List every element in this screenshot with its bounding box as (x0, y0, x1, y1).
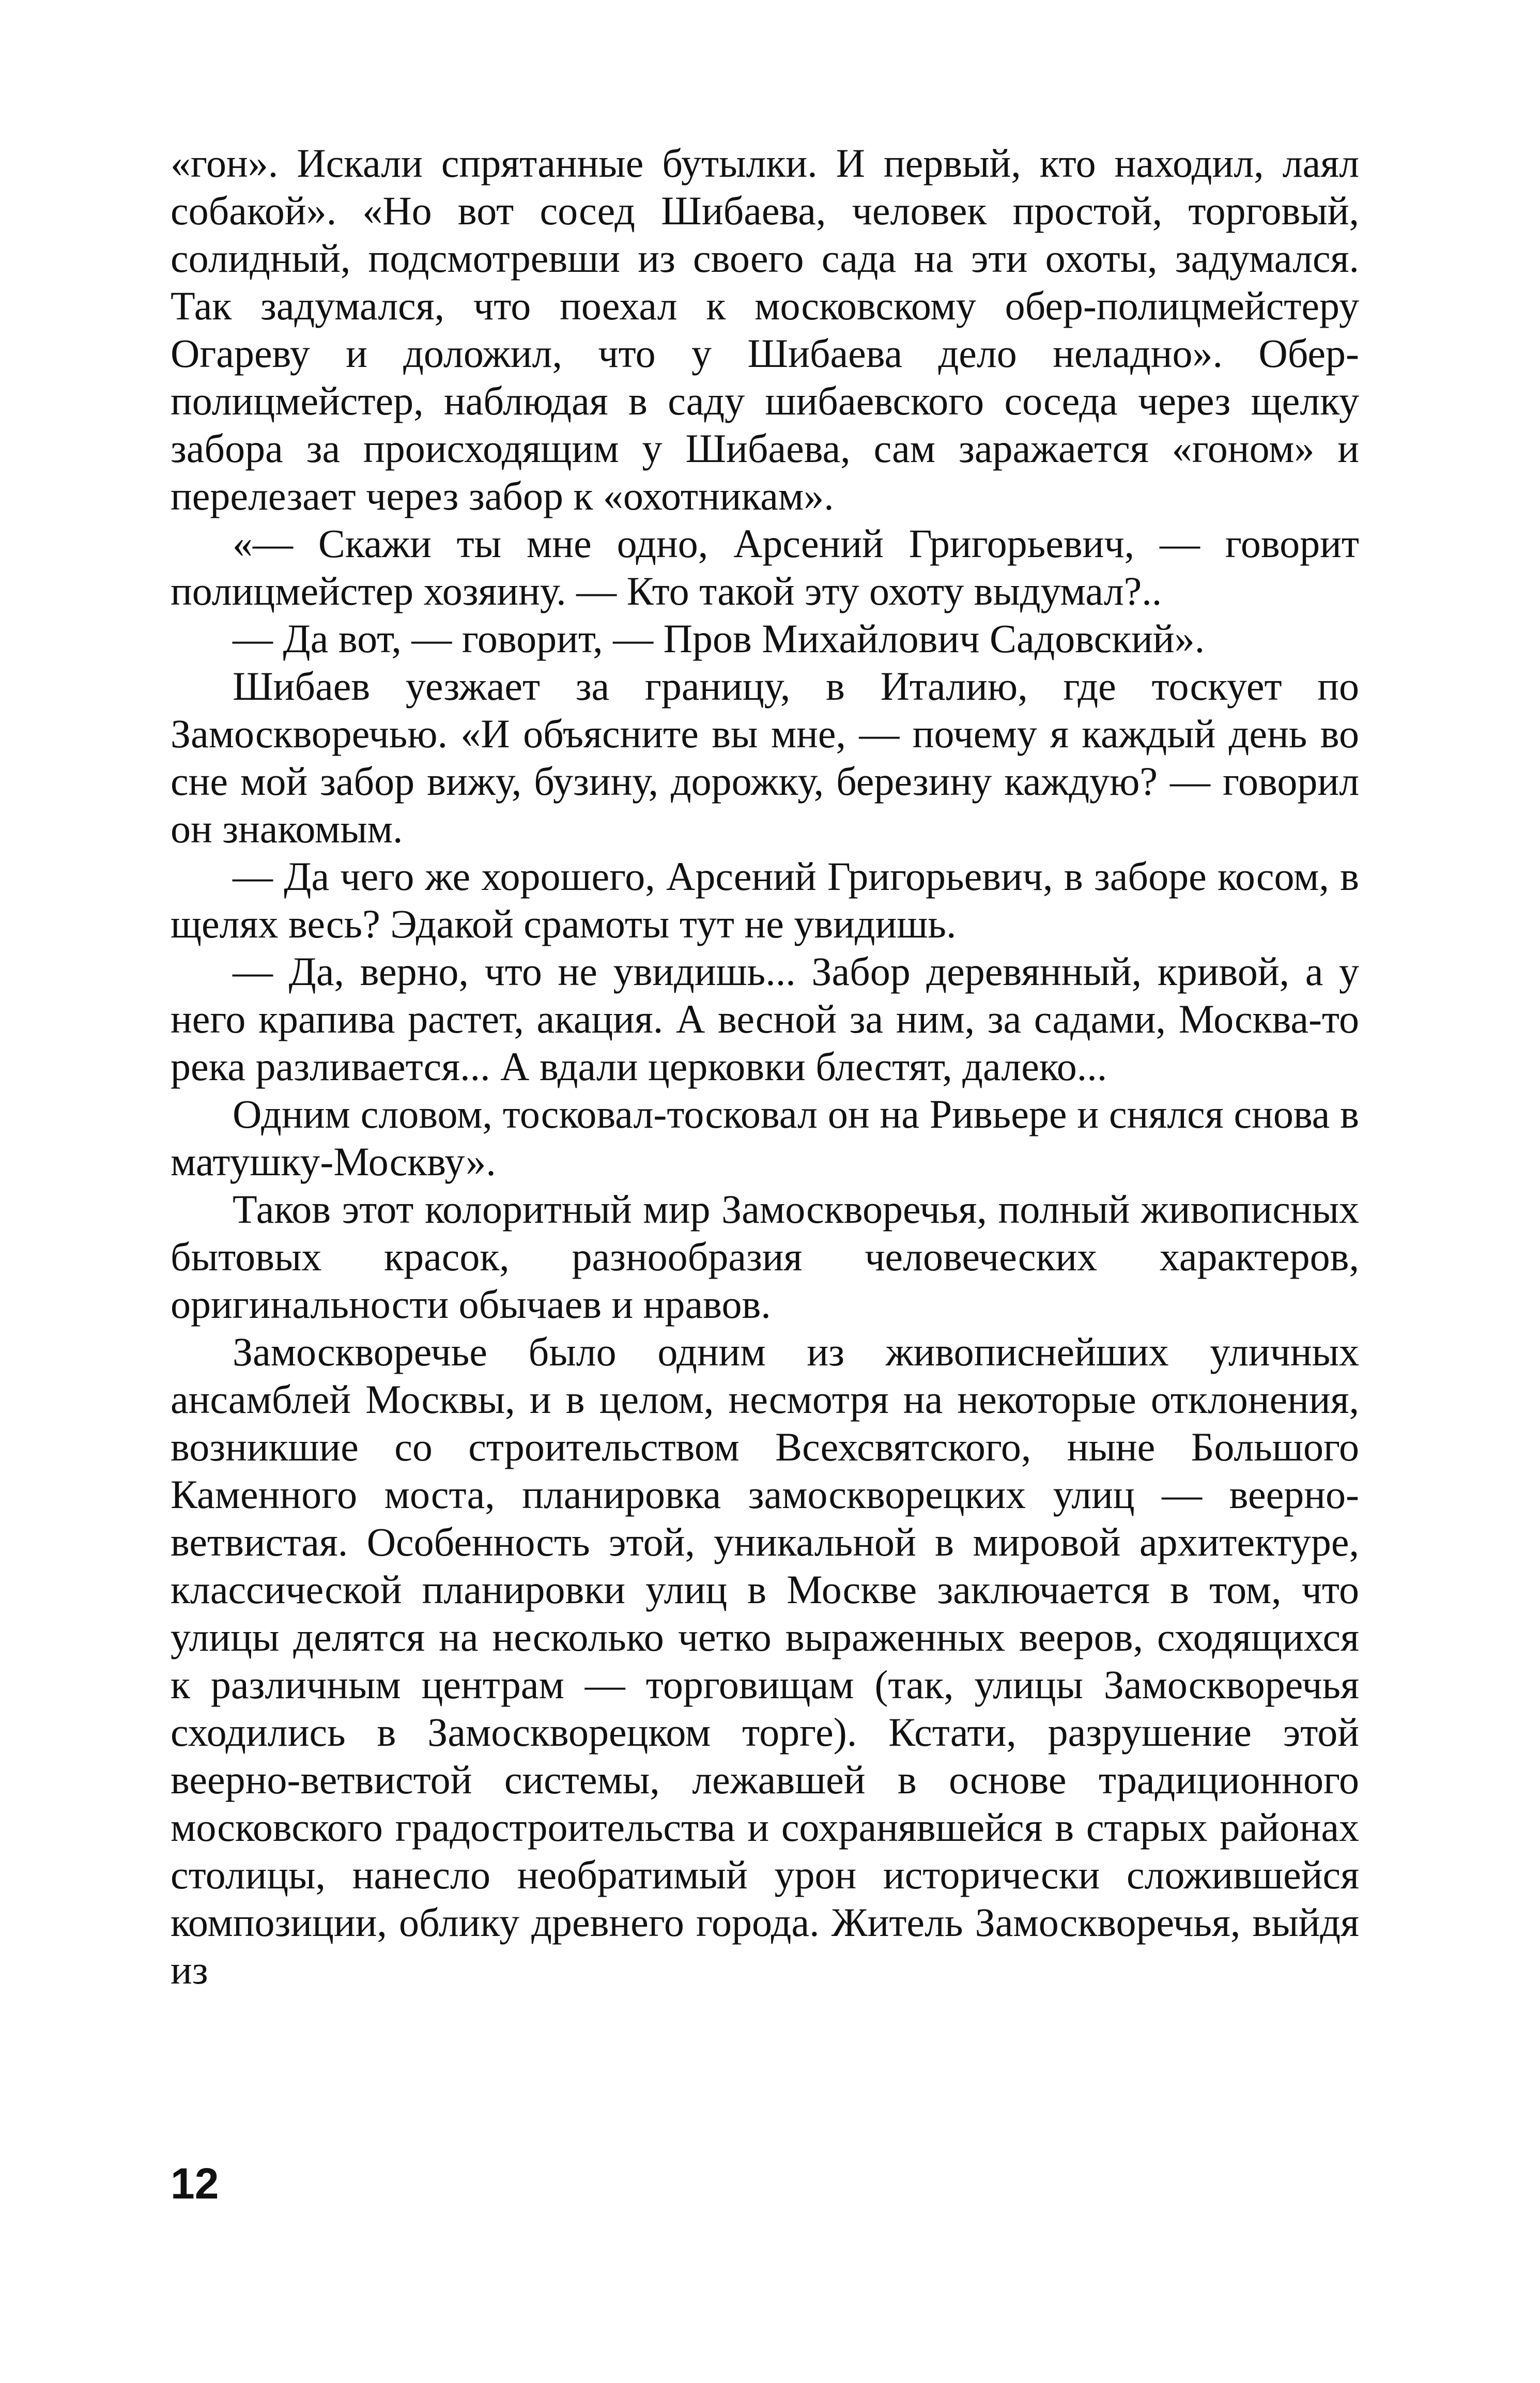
paragraph: — Да вот, — говорит, — Пров Михайлович Садовский». (233, 616, 1205, 661)
paragraph: «— Скажи ты мне одно, Арсений Григорьевич, — говорит полицмейстер хозяину. — Кто такой эту охоту выдумал?.. (171, 521, 1359, 613)
body-text (171, 140, 1359, 1994)
paragraph: — Да чего же хорошего, Арсений Григорьевич, в заборе косом, в щелях весь? Эдакой срамоты тут не увидишь. (171, 854, 1359, 946)
paragraph: Замоскворечье было одним из живописнейших уличных ансамблей Москвы, и в целом, несмотря на некоторые отклонения, возникшие со строительством Всехсвятского, ныне Большого Каменного моста, планировка замоскворецких улиц — веерно-ветвистая. Особенность этой, уникальной в мировой архитектуре, классической планировки улиц в Москве заключается в том, что улицы делятся на несколько четко выраженных вееров, сходящихся к различным центрам — торговищам (так, улицы Замоскворечья сходились в Замоскворецком торге). Кстати, разрушение этой веерно-ветвистой системы, лежавшей в основе традиционного московского градостроительства и сохранявшейся в старых районах столицы, нанесло необратимый урон исторически сложившейся композиции, облику древнего города. Житель Замоскворечья, выйдя из (171, 1329, 1359, 1992)
paragraph: «гон». Искали спрятанные бутылки. И первый, кто находил, лаял собакой». «Но вот сосед Шибаева, человек простой, торговый, солидный, подсмотревши из своего сада на эти охоты, задумался. Так задумался, что поехал к московскому обер-полицмейстеру Огареву и доложил, что у Шибаева дело неладно». Обер-полицмейстер, наблюдая в саду шибаевского соседа через щелку забора за происходящим у Шибаева, сам заражается «гоном» и перелезает через забор к «охотникам». (171, 141, 1359, 518)
paragraph: — Да, верно, что не увидишь... Забор деревянный, кривой, а у него крапива растет, акация. А весной за ним, за садами, Москва-то река разливается... А вдали церковки блестят, далеко... (171, 949, 1359, 1089)
paragraph: Одним словом, тосковал-тосковал он на Ривьере и снялся снова в матушку-Москву». (171, 1091, 1359, 1184)
paragraph: Таков этот колоритный мир Замоскворечья, полный живописных бытовых красок, разнообразия человеческих характеров, оригинальности обычаев и нравов. (171, 1187, 1359, 1327)
paragraph: Шибаев уезжает за границу, в Италию, где тоскует по Замоскворечью. «И объясните вы мне, — почему я каждый день во сне мой забор вижу, бузину, дорожку, березину каждую? — говорил он знакомым. (171, 664, 1359, 851)
page-number: 12 (171, 2159, 219, 2208)
